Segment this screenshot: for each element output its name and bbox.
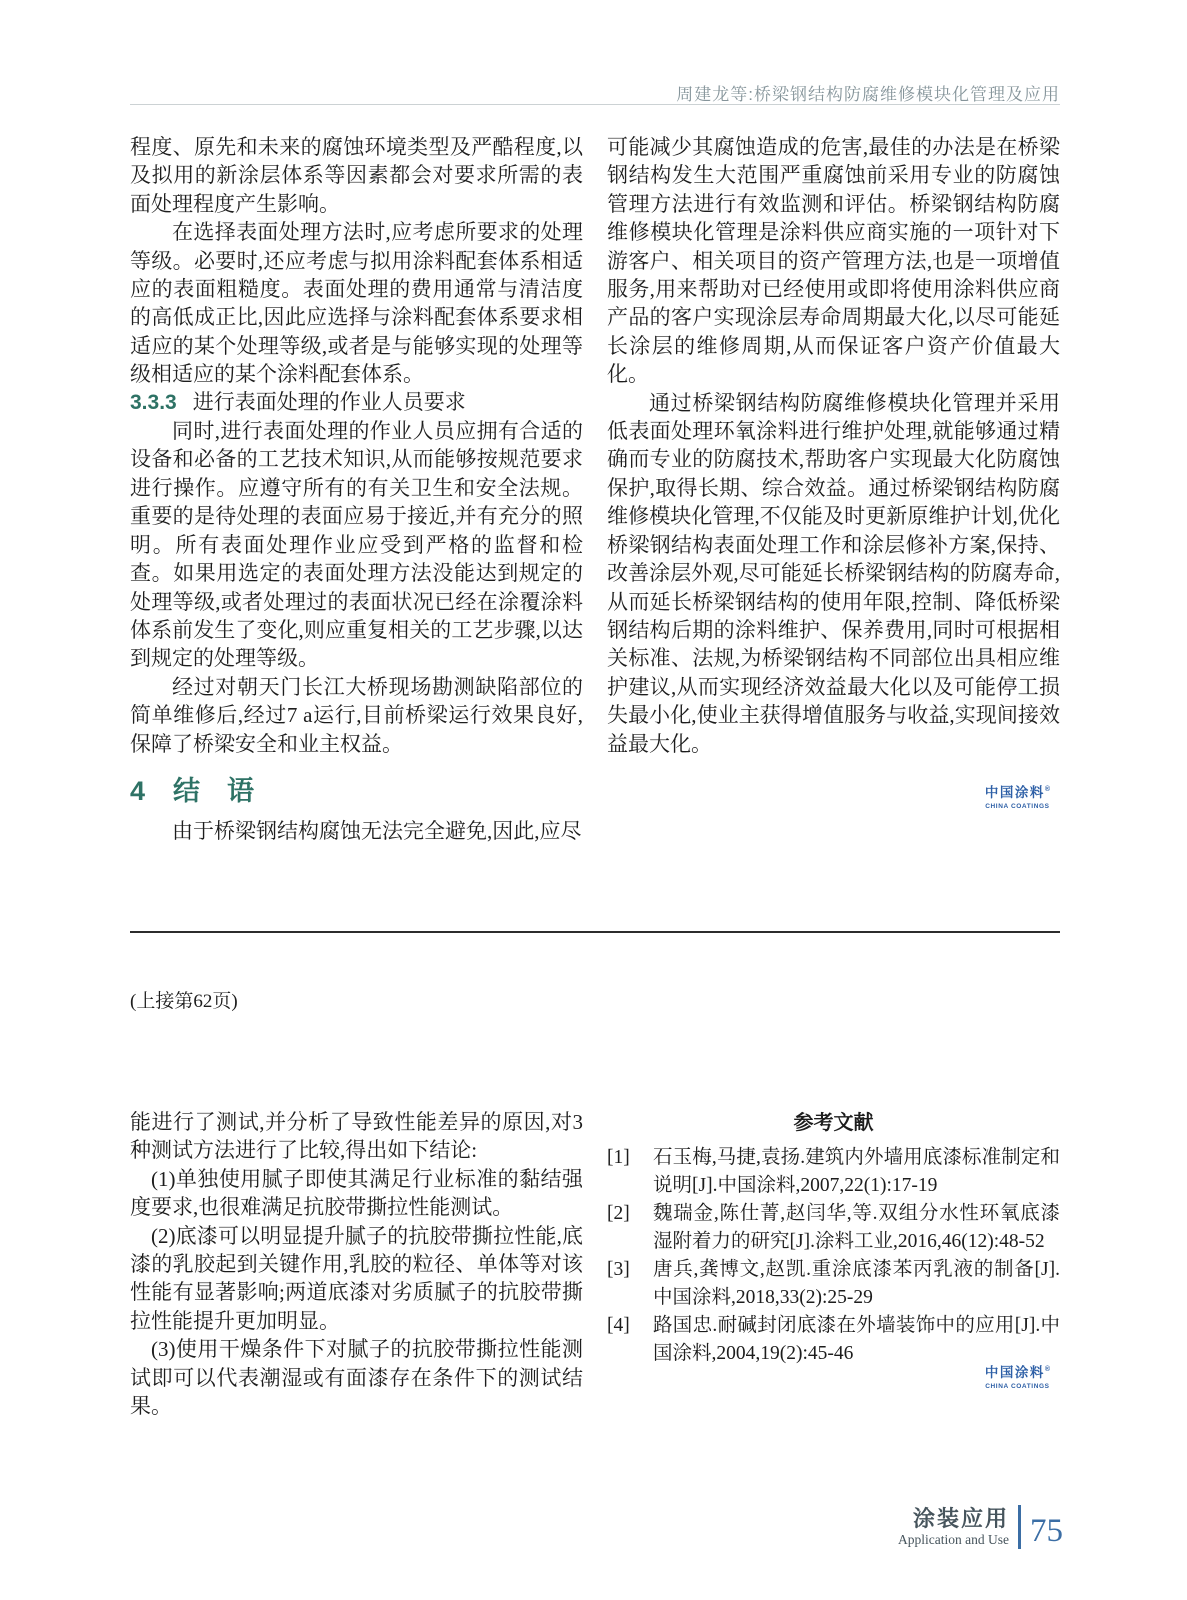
paragraph-continuation: 能进行了测试,并分析了导致性能差异的原因,对3种测试方法进行了比较,得出如下结论: (130, 1110, 583, 1163)
registered-mark-icon: ® (1044, 786, 1050, 793)
section-divider (130, 931, 1060, 933)
reference-text: 唐兵,龚博文,赵凯.重涂底漆苯丙乳液的制备[J].中国涂料,2018,33(2):25-29 (653, 1259, 1060, 1308)
logo-cn-text (985, 786, 1050, 801)
references-heading: 参考文献 (793, 1112, 874, 1134)
footer-section-en: Application and Use (898, 1531, 1009, 1547)
section-heading (130, 775, 583, 807)
footer-section-name (898, 1507, 1009, 1548)
subsection-heading (130, 389, 583, 417)
reference-text: 路国忠.耐碱封闭底漆在外墙装饰中的应用[J].中国涂料,2004,19(2):45-46 (653, 1315, 1060, 1364)
registered-mark-icon: ® (1044, 1366, 1050, 1373)
paragraph: 同时,进行表面处理的作业人员应拥有合适的设备和必备的工艺技术知识,从而能够按规范要求进行操作。应遵守所有的有关卫生和安全法规。重要的是待处理的表面应易于接近,并有充分的照明。所有表面处理作业应受到严格的监督和检查。如果用选定的表面处理方法没能达到规定的处理等级,或者处理过的表面状况已经在涂覆涂料体系前发生了变化,则应重复相关的工艺步骤,以达到规定的处理等级。 (130, 419, 583, 671)
continuation-note: (上接第62页) (130, 991, 238, 1012)
conclusion-item: (2)底漆可以明显提升腻子的抗胶带撕拉性能,底漆的乳胶起到关键作用,乳胶的粒径、单体等对该性能有显著影响;两道底漆对劣质腻子的抗胶带撕拉性能提升更加明显。 (130, 1223, 583, 1333)
footer-section-cn: 涂装应用 (912, 1505, 1009, 1531)
page-number: 75 (1030, 1513, 1063, 1549)
paragraph: 通过桥梁钢结构防腐维修模块化管理并采用低表面处理环氧涂料进行维护处理,就能够通过精确而专业的防腐技术,帮助客户实现最大化防腐蚀保护,取得长期、综合效益。通过桥梁钢结构防腐维修模块化管理,不仅能及时更新原维护计划,优化桥梁钢结构表面处理工作和涂层修补方案,保持、改善涂层外观,尽可能延长桥梁钢结构的防腐寿命,从而延长桥梁钢结构的使用年限,控制、降低桥梁钢结构后期的涂料维护、保养费用,同时可根据相关标准、法规,为桥梁钢结构不同部位出具相应维护建议,从而实现经济效益最大化以及可能停工损失最小化,使业主获得增值服务与收益,实现间接效益最大化。 (607, 390, 1060, 756)
reference-item (607, 1312, 1060, 1368)
upper-section (130, 133, 1060, 845)
header-divider (130, 104, 1060, 105)
page-footer (898, 1501, 1063, 1553)
paragraph-continuation: 程度、原先和未来的腐蚀环境类型及严酷程度,以及拟用的新涂层体系等因素都会对要求所需的表面处理程度产生影响。 (130, 135, 583, 216)
reference-label: [4] (607, 1315, 630, 1336)
footer-divider-bar (1018, 1505, 1021, 1549)
upper-left-column (130, 133, 583, 845)
paragraph-continuation: 可能减少其腐蚀造成的危害,最佳的办法是在桥梁钢结构发生大范围严重腐蚀前采用专业的防腐蚀管理方法进行有效监测和评估。桥梁钢结构防腐维修模块化管理是涂料供应商实施的一项针对下游客户、相关项目的资产管理方法,也是一项增值服务,用来帮助对已经使用或即将使用涂料供应商产品的客户实现涂层寿命周期最大化,以尽可能延长涂层的维修周期,从而保证客户资产价值最大化。 (607, 135, 1060, 387)
lower-left-column (130, 1108, 583, 1420)
logo-cn-text (985, 1366, 1050, 1381)
paragraph: 经过对朝天门长江大桥现场勘测缺陷部位的简单维修后,经过7 a运行,目前桥梁运行效果良好,保障了桥梁安全和业主权益。 (130, 674, 583, 756)
paragraph: 由于桥梁钢结构腐蚀无法完全避免,因此,应尽 (172, 818, 582, 843)
conclusion-item: (1)单独使用腻子即使其满足行业标准的黏结强度要求,也很难满足抗胶带撕拉性能测试。 (130, 1166, 583, 1220)
lower-section (130, 1108, 1060, 1420)
conclusion-item: (3)使用干燥条件下对腻子的抗胶带撕拉性能测试即可以代表潮湿或有面漆存在条件下的测试结果。 (130, 1337, 583, 1419)
reference-label: [1] (607, 1147, 630, 1168)
reference-item (607, 1200, 1060, 1256)
logo-en-text: CHINA COATINGS (985, 802, 1050, 810)
china-coatings-logo (985, 786, 1050, 810)
subsection-number: 3.3.3 (130, 390, 177, 414)
section-number: 4 (130, 775, 146, 806)
reference-label: [3] (607, 1259, 630, 1280)
section-title: 结 语 (173, 775, 255, 806)
reference-text: 石玉梅,马捷,袁扬.建筑内外墙用底漆标准制定和说明[J].中国涂料,2007,22(1):17-19 (653, 1147, 1060, 1196)
reference-item (607, 1144, 1060, 1200)
china-coatings-logo (985, 1366, 1050, 1390)
reference-label: [2] (607, 1203, 630, 1224)
logo-en-text: CHINA COATINGS (985, 1382, 1050, 1390)
paragraph: 在选择表面处理方法时,应考虑所要求的处理等级。必要时,还应考虑与拟用涂料配套体系相适应的表面粗糙度。表面处理的费用通常与清洁度的高低成正比,因此应选择与涂料配套体系要求相适应的某个处理等级,或者是与能够实现的处理等级相适应的某个涂料配套体系。 (130, 220, 583, 387)
logo-cn-label: 中国涂料 (984, 785, 1045, 800)
running-header: 周建龙等:桥梁钢结构防腐维修模块化管理及应用 (676, 85, 1060, 104)
logo-cn-label: 中国涂料 (984, 1365, 1045, 1380)
subsection-title: 进行表面处理的作业人员要求 (192, 390, 466, 414)
upper-right-column (607, 133, 1060, 845)
reference-text: 魏瑞金,陈仕菁,赵闫华,等.双组分水性环氧底漆湿附着力的研究[J].涂料工业,2016,46(12):48-52 (653, 1203, 1060, 1252)
reference-item (607, 1256, 1060, 1312)
